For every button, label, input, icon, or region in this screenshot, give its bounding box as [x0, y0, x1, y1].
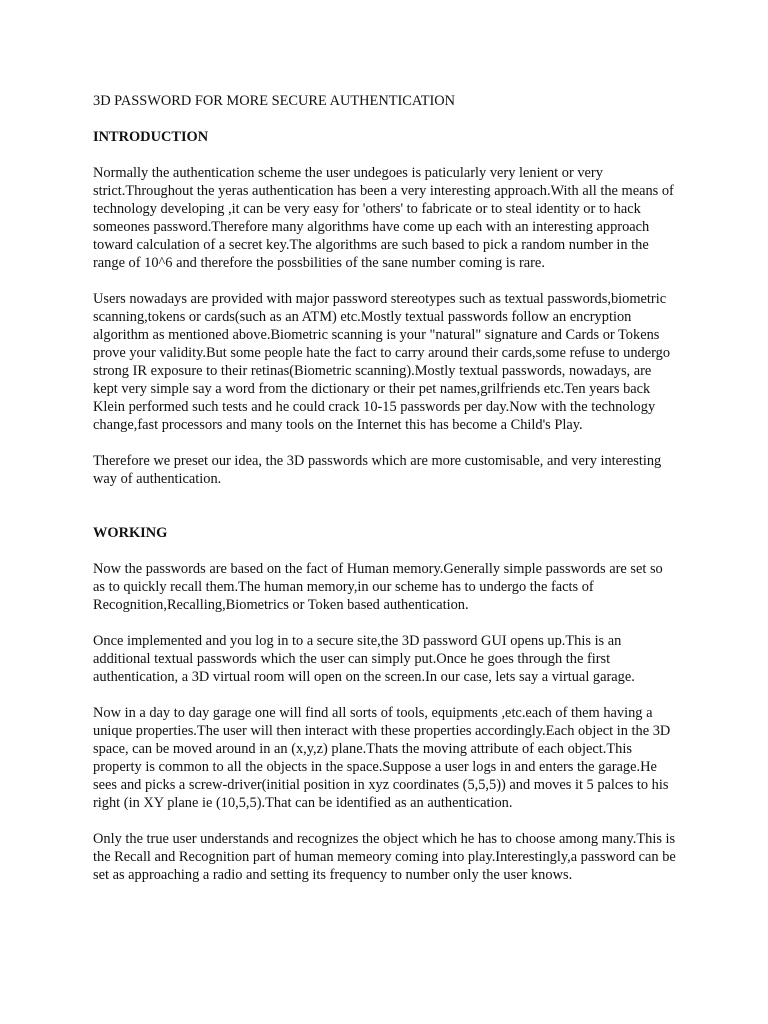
working-paragraph-1: Now the passwords are based on the fact of Human memory.Generally simple passwords are set so as to quickly recall them.The human memory,in our scheme has to undergo the facts of Recognition,Recalling,Biometrics or Token based authentication.: [93, 561, 663, 613]
intro-paragraph-3: Therefore we preset our idea, the 3D passwords which are more customisable, and very interesting way of authentication.: [93, 453, 662, 487]
working-paragraph-2: Once implemented and you log in to a secure site,the 3D password GUI opens up.This is an additional textual passwords which the user can simply put.Once he goes through the first authentication, a 3D virtual room will open on the screen.In our case, lets say a virtual garage.: [93, 633, 635, 685]
section-heading-introduction: INTRODUCTION: [93, 129, 209, 145]
document-title: 3D PASSWORD FOR MORE SECURE AUTHENTICATION: [93, 93, 456, 109]
intro-paragraph-2: Users nowadays are provided with major password stereotypes such as textual passwords,biometric scanning,tokens or cards(such as an ATM) etc.Mostly textual passwords follow an encryption algorithm as mentioned above.Biometric scanning is your "natural" signature and Cards or Tokens prove your validity.But some people hate the fact to carry around their cards,some refuse to undergo strong IR exposure to their retinas(Biometric scanning).Mostly textual passwords, nowadays, are kept very simple say a word from the dictionary or their pet names,grilfriends etc.Ten years back Klein performed such tests and he could crack 10-15 passwords per day.Now with the technology change,fast processors and many tools on the Internet this has become a Child's Play.: [93, 291, 671, 433]
section-heading-working: WORKING: [93, 525, 168, 541]
intro-paragraph-1: Normally the authentication scheme the user undegoes is paticularly very lenient or very strict.Throughout the yeras authentication has been a very interesting approach.With all the means of technology developing ,it can be very easy for 'others' to fabricate or to steal identity or to hack someones password.Therefore many algorithms have come up each with an interesting approach toward calculation of a secret key.The algorithms are such based to pick a random number in the range of 10^6 and therefore the possbilities of the sane number coming is rare.: [93, 165, 674, 271]
section-spacer: [93, 506, 677, 524]
working-paragraph-4: Only the true user understands and recognizes the object which he has to choose among many.This is the Recall and Recognition part of human memeory coming into play.Interestingly,a password can be set as approaching a radio and setting its frequency to number only the user knows.: [93, 831, 676, 883]
working-paragraph-3: Now in a day to day garage one will find all sorts of tools, equipments ,etc.each of them having a unique properties.The user will then interact with these properties accordingly.Each object in the 3D space, can be moved around in an (x,y,z) plane.Thats the moving attribute of each object.This property is common to all the objects in the space.Suppose a user logs in and enters the garage.He sees and picks a screw-driver(initial position in xyz coordinates (5,5,5)) and moves it 5 palces to his right (in XY plane ie (10,5,5).That can be identified as an authentication.: [93, 705, 671, 811]
document-page: [93, 92, 677, 902]
